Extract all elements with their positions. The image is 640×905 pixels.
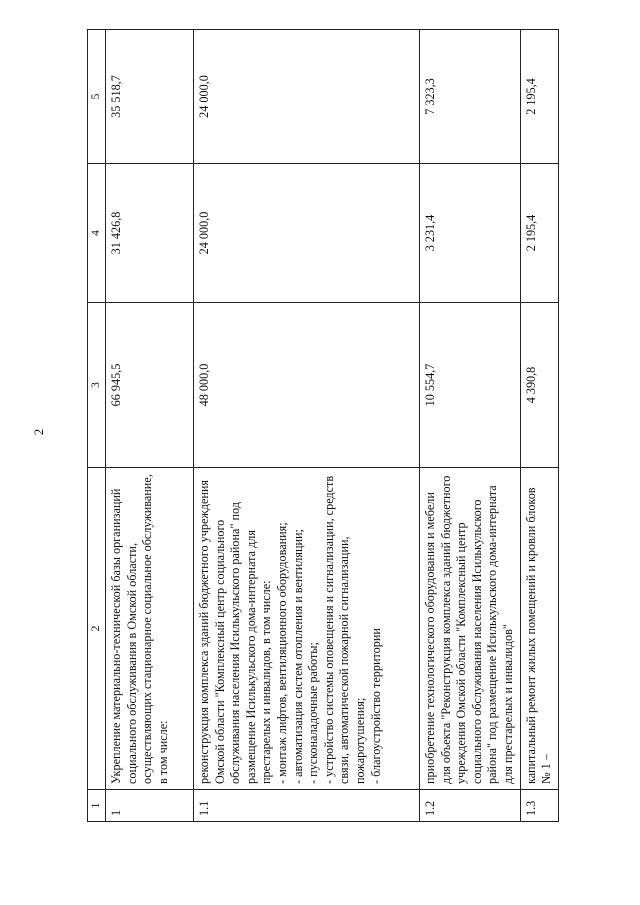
description-line: - устройство системы оповещения и сигнализации, средств связи, автоматической пожарной сигнализации, пожаротушения; [321, 475, 368, 784]
row-value-col4: 2 195,4 [520, 164, 558, 303]
row-number: 1.1 [194, 790, 420, 822]
header-cell: 2 [88, 468, 106, 790]
budget-table [87, 29, 559, 822]
description-line: - пусконаладочные работы; [306, 642, 321, 784]
row-number: 1.2 [420, 790, 521, 822]
row-description [520, 468, 558, 790]
row-value-col3: 4 390,8 [520, 303, 558, 468]
row-number: 1 [106, 790, 194, 822]
table-row [194, 30, 420, 822]
row-number: 1.3 [520, 790, 558, 822]
table-row [106, 30, 194, 822]
row-value-col3: 48 000,0 [194, 303, 420, 468]
description-line: приобретение технологического оборудования и мебели для объекта "Реконструкция комплекса зданий бюджетного учреждения Омской области "Комплексный центр социального обслуживания населения Исилькульского района" под размещение Исилькульского дома-интерната для престарелых и инвалидов" [423, 475, 516, 784]
row-value-col5: 24 000,0 [194, 30, 420, 164]
row-value-col3: 10 554,7 [420, 303, 521, 468]
row-description [194, 468, 420, 790]
header-cell: 1 [88, 790, 106, 822]
table-row [520, 30, 558, 822]
row-value-col5: 2 195,4 [520, 30, 558, 164]
row-value-col5: 35 518,7 [106, 30, 194, 164]
description-line: - благоустройство территории [368, 628, 383, 784]
row-description [420, 468, 521, 790]
header-cell: 5 [88, 30, 106, 164]
description-line: реконструкция комплекса зданий бюджетного учреждения Омской области "Комплексный центр социального обслуживания населения Исилькульского района" под размещение Исилькульского дома-интерната для престарелых и инвалидов, в том числе: [197, 479, 274, 784]
page-number: 2 [31, 428, 46, 436]
row-value-col4: 31 426,8 [106, 164, 194, 303]
header-cell: 4 [88, 164, 106, 303]
description-line: - монтаж лифтов, вентиляционного оборудования; [275, 522, 290, 784]
row-value-col3: 66 945,5 [106, 303, 194, 468]
table-row [420, 30, 521, 822]
row-description [106, 468, 194, 790]
rotated-table-container [87, 30, 557, 822]
header-cell: 3 [88, 303, 106, 468]
row-value-col5: 7 323,3 [420, 30, 521, 164]
row-value-col4: 24 000,0 [194, 164, 420, 303]
description-line: капитальный ремонт жилых помещений и кровли блоков № 1 – [523, 487, 554, 784]
table-header-row [88, 30, 106, 822]
description-line: Укрепление материально-технической базы организаций социального обслуживания в Омской области, осуществляющих стационарное социальное обслуживание, в том числе: [109, 474, 170, 784]
description-line: - автоматизация систем отопления и вентиляции; [290, 529, 305, 784]
row-value-col4: 3 231,4 [420, 164, 521, 303]
